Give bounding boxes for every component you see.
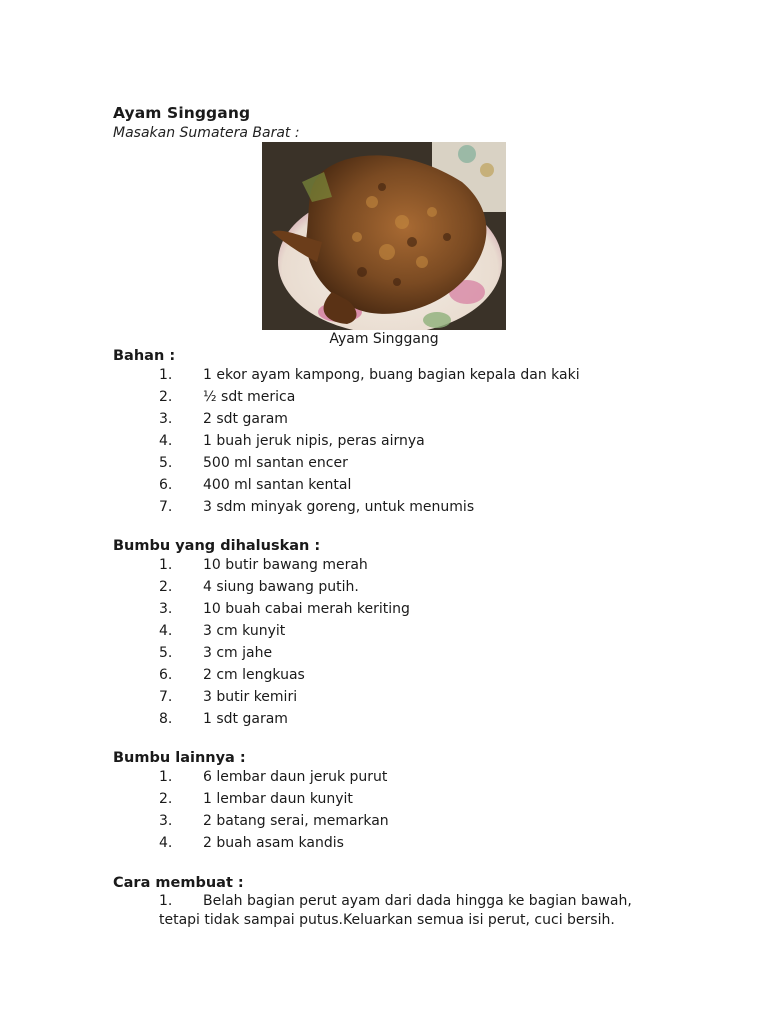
step-continuation: tetapi tidak sampai putus.Keluarkan semua isi perut, cuci bersih. (159, 912, 615, 928)
cara-heading: Cara membuat : (113, 875, 244, 891)
recipe-photo (262, 142, 506, 330)
recipe-title: Ayam Singgang (113, 104, 251, 122)
bumbu-halus-heading: Bumbu yang dihaluskan : (113, 538, 321, 554)
recipe-subtitle: Masakan Sumatera Barat : (113, 125, 300, 141)
bahan-heading: Bahan : (113, 348, 176, 364)
recipe-page: Ayam Singgang Masakan Sumatera Barat : Ayam Singgang Bahan : 1. 1 ekor ayam kampong, buang bagian kepala dan kaki 2. ½ sdt merica 3. 2 sdt garam 4. 1 buah jeruk nipis, peras airnya 5. 500 ml santan encer 6. 400 ml santan kental 7. 3 sdm minyak goreng, untuk menumis Bumbu yang dihaluskan : 1. 10 butir bawang merah 2. 4 siung bawang putih. 3. 10 buah cabai merah keriting 4. 3 cm kunyit 5. 3 cm jahe 6. 2 cm lengkuas 7. 3 butir kemiri 8. 1 sdt garam Bumbu lainnya : 1. 6 lembar daun jeruk purut 2. 1 lembar daun kunyit 3. 2 batang serai, memarkan 4. 2 buah asam kandis Cara membuat : 1. Belah bagian perut ayam dari dada hingga ke bagian bawah, tetapi tidak sampai putus.Keluarkan semua isi perut, cuci bersih. (113, 104, 632, 928)
bumbu-lain-heading: Bumbu lainnya : (113, 750, 246, 766)
photo-caption: Ayam Singgang (329, 331, 439, 347)
